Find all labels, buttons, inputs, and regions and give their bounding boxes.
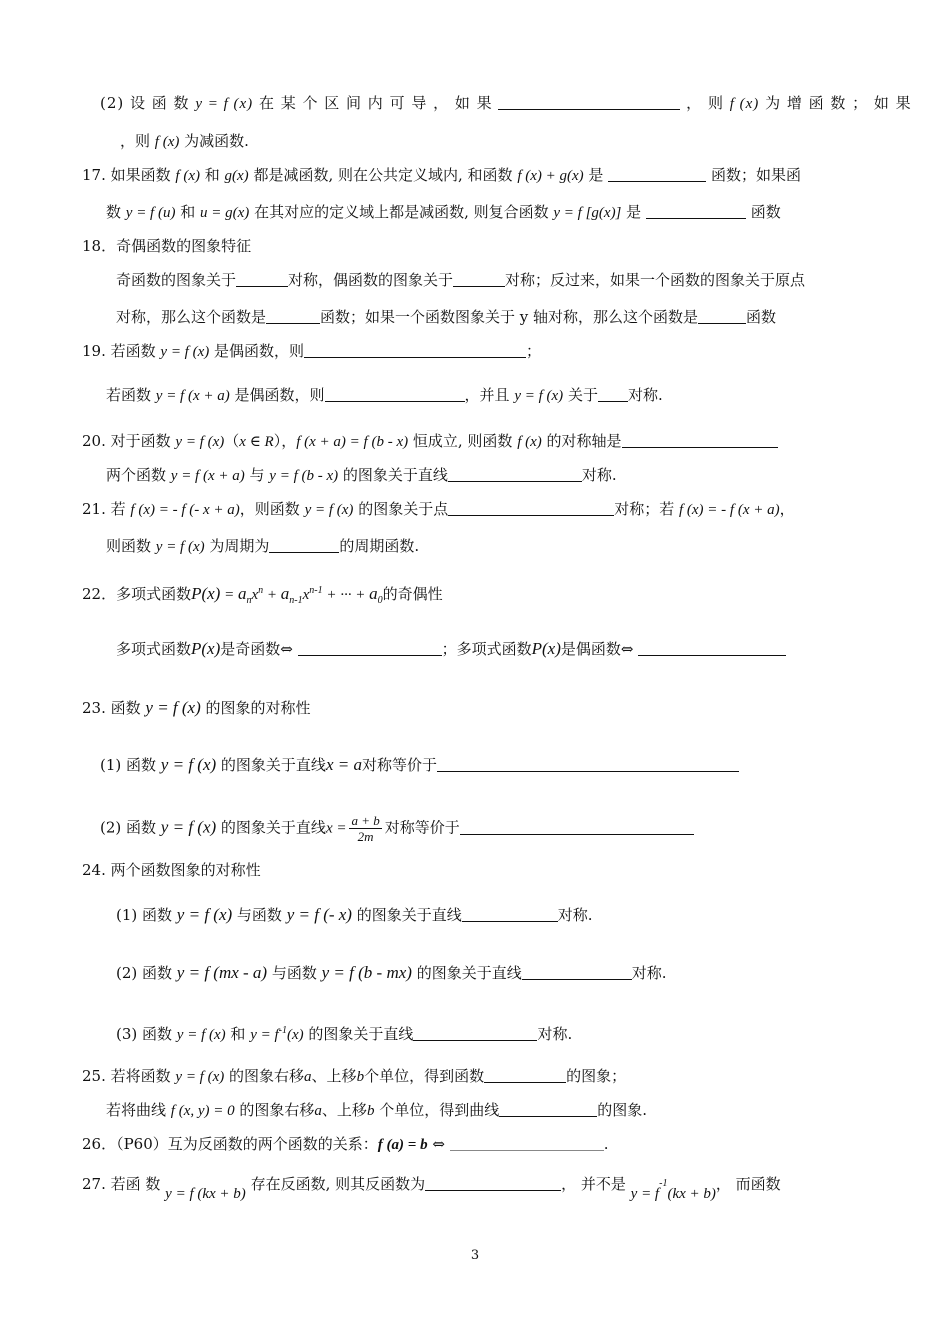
answer-blank[interactable] [448, 500, 614, 516]
text: 为减函数. [179, 132, 249, 150]
formula: y = f (x) [195, 96, 254, 112]
answer-blank[interactable] [448, 466, 582, 482]
superscript: n-1 [309, 585, 323, 596]
text: 23. 函数 [82, 699, 146, 717]
text: 函数；如果一个函数图象关于 y 轴对称，那么这个函数是 [320, 308, 699, 326]
item-20-line2 [106, 464, 617, 487]
answer-blank[interactable] [298, 640, 442, 656]
formula: y = f (x + a) [170, 468, 245, 484]
text: 、上移 [321, 1101, 367, 1119]
text: 20. 对于函数 [82, 432, 176, 450]
formula: f (x, y) = 0 [170, 1103, 235, 1119]
text: 对称. [581, 466, 617, 484]
text: 函数 [746, 308, 777, 326]
text: 对称. [631, 964, 667, 982]
formula: g(x) [224, 168, 249, 184]
text: 存在反函数, 则其反函数为 [245, 1175, 426, 1193]
text: 19. 若函数 [82, 342, 161, 360]
answer-blank[interactable] [484, 1067, 566, 1083]
formula: f (x) + g(x) [517, 168, 584, 184]
formula: y = f (x) [160, 817, 217, 837]
text: 对称；反过来，如果一个函数的图象关于原点 [505, 271, 806, 289]
text: 22．多项式函数 [82, 585, 192, 603]
text: 18．奇偶函数的图象特征 [82, 237, 252, 255]
item-18-line1 [116, 269, 805, 291]
text: 恒成立, 则函数 [408, 432, 518, 450]
formula: y = f (x) [155, 539, 205, 555]
formula: a [280, 584, 290, 603]
formula: a [304, 1069, 312, 1085]
formula: y = f (x) [176, 905, 233, 924]
item-21-line2 [106, 535, 419, 558]
item-20-line1 [82, 430, 778, 453]
text: 的图象. [597, 1101, 647, 1119]
text: ；多项式函数 [441, 640, 532, 658]
answer-blank[interactable] [325, 386, 465, 402]
text: （ [224, 432, 240, 450]
text: 对称，那么这个函数是 [116, 308, 267, 326]
text: 对称. [537, 1025, 573, 1043]
item-24-3 [116, 1020, 572, 1046]
text: (2) 函数 [116, 964, 177, 982]
formula: P(x) [191, 639, 221, 658]
text: 是奇函数⇔ [220, 640, 298, 658]
answer-blank[interactable] [598, 386, 628, 402]
text: 函数；如果函 [706, 166, 801, 184]
text: 、上移 [311, 1067, 357, 1085]
subscript: 0 [377, 595, 383, 606]
formula: y = f (x) [145, 698, 201, 717]
item-24-title [82, 859, 261, 881]
text: 的图象关于直线 [216, 818, 326, 837]
item-19-line2 [106, 384, 663, 407]
answer-blank[interactable] [462, 906, 558, 922]
formula: + [263, 587, 281, 603]
text: 在 某 个 区 间 内 可 导 ， 如 果 [253, 94, 499, 112]
text: 数 [106, 203, 126, 221]
formula: y = f (- x) [286, 905, 352, 924]
text: ， 而函数 [715, 1175, 781, 1193]
answer-blank[interactable] [453, 271, 505, 287]
text: 个单位，得到函数 [364, 1067, 485, 1085]
item-23-2 [100, 813, 694, 844]
formula: x ∈ R [239, 434, 274, 450]
text: 的图象关于点 [353, 500, 449, 518]
answer-blank[interactable] [498, 94, 680, 110]
answer-blank[interactable] [499, 1101, 597, 1117]
text: ）， [273, 432, 297, 450]
text: 是偶函数，则 [209, 342, 305, 360]
answer-blank[interactable] [460, 819, 694, 835]
fraction-denominator: 2m [357, 829, 374, 844]
formula: x [302, 587, 310, 603]
answer-blank[interactable] [622, 432, 778, 448]
item-22-title [82, 580, 443, 612]
text: 与 [244, 466, 270, 484]
text: 个单位，得到曲线 [374, 1101, 500, 1119]
formula: y = f (mx - a) [176, 963, 268, 982]
superscript: -1 [278, 1025, 287, 1036]
text: 为 增 函 数 ； 如 果 [759, 94, 912, 112]
formula: f (x) [175, 168, 200, 184]
text: 26．（P60）互为反函数的两个函数的关系： [82, 1135, 378, 1153]
superscript: n [258, 585, 264, 596]
answer-blank[interactable] [450, 1135, 604, 1151]
formula: y = f (b - mx) [321, 963, 412, 982]
formula: + ··· + [322, 587, 370, 603]
formula: a [314, 1103, 322, 1119]
text: 函数 [745, 203, 781, 221]
text: 在其对应的定义域上都是减函数, 则复合函数 [249, 203, 554, 221]
text: 对称；若 [614, 500, 679, 518]
answer-blank[interactable] [236, 271, 288, 287]
answer-blank[interactable] [413, 1025, 537, 1041]
formula: y = f (b - x) [269, 468, 339, 484]
answer-blank[interactable] [698, 308, 746, 324]
text: (3) 函数 [116, 1025, 177, 1043]
answer-blank[interactable] [646, 203, 746, 219]
formula: f (a) = b [377, 1137, 428, 1153]
item-17-line1 [82, 164, 801, 187]
item-24-1 [116, 904, 593, 926]
formula: y = f (x) [514, 388, 564, 404]
item-24-2 [116, 962, 667, 984]
formula: f (x) [729, 96, 760, 112]
formula: y = f (u) [125, 205, 176, 221]
text: 和 [225, 1025, 251, 1043]
text: 和 [175, 203, 201, 221]
formula: y = f (kx + b) [165, 1186, 246, 1202]
text: 与函数 [232, 906, 287, 924]
text: (2) 设 函 数 [100, 94, 196, 112]
text: 的图象； [566, 1067, 627, 1085]
formula: y = f [g(x)] [553, 205, 622, 221]
formula: y = f (x + a) [155, 388, 230, 404]
item-19-line1 [82, 340, 541, 363]
subscript: n [246, 595, 252, 606]
item-16-2-line2 [120, 130, 249, 153]
page-number: 3 [470, 1248, 480, 1263]
text: (1) 函数 [100, 756, 161, 774]
formula: b [356, 1069, 365, 1085]
text: 关于 [563, 386, 598, 404]
formula: f (x) = - f (- x + a) [130, 502, 240, 518]
subscript: n-1 [289, 595, 303, 606]
formula: y = f (x) [175, 434, 225, 450]
formula: (x) [287, 1027, 304, 1043]
formula: y = f (x) [176, 1027, 226, 1043]
text: 是 [621, 203, 646, 221]
text: (1) 函数 [116, 906, 177, 924]
text: 25. 若将函数 [82, 1067, 176, 1085]
formula: b [366, 1103, 375, 1119]
formula: f (x) [154, 134, 180, 150]
formula: (kx + b) [667, 1186, 716, 1202]
text: 的图象关于直线 [351, 906, 462, 924]
text: 的周期函数. [339, 537, 420, 555]
text: 是偶函数⇔ [560, 640, 639, 658]
text: ⇔ [427, 1135, 450, 1153]
text: 若函数 [106, 386, 156, 404]
text: 为周期为 [204, 537, 270, 555]
text: ， 并不是 [561, 1175, 631, 1193]
text: 若将曲线 [106, 1101, 171, 1119]
answer-blank[interactable] [266, 308, 320, 324]
text: 的奇偶性 [382, 585, 443, 603]
formula: y = f (x) [304, 502, 354, 518]
text: 对称等价于 [384, 818, 460, 837]
item-18-line2 [116, 306, 776, 328]
text: ； [526, 342, 542, 360]
item-21-line1 [82, 498, 795, 521]
formula: y = f [630, 1186, 660, 1202]
formula: y = f (x) [175, 1069, 225, 1085]
item-25-line2 [106, 1099, 647, 1122]
formula: y = f (x) [160, 344, 210, 360]
formula: x [251, 587, 259, 603]
fraction [349, 813, 381, 844]
text: 与函数 [267, 964, 322, 982]
text: 多项式函数 [116, 640, 192, 658]
superscript: -1 [659, 1178, 668, 1189]
item-23-1 [100, 754, 739, 776]
formula: y = f [250, 1027, 279, 1043]
text: 27. 若函 数 [82, 1175, 166, 1193]
text: 的对称轴是 [541, 432, 622, 450]
formula: P(x) [531, 639, 561, 658]
text: 对称等价于 [361, 756, 437, 774]
text: 是 [583, 166, 609, 184]
text: 奇函数的图象关于 [116, 271, 237, 289]
item-26 [82, 1133, 608, 1156]
answer-blank[interactable] [269, 537, 339, 553]
formula: u = g(x) [200, 205, 250, 221]
answer-blank[interactable] [437, 756, 739, 772]
formula: f (x) [517, 434, 542, 450]
answer-blank[interactable] [608, 166, 706, 182]
text: 的图象的对称性 [200, 699, 311, 717]
answer-blank[interactable] [304, 342, 526, 358]
text: 和 [199, 166, 225, 184]
text: 的图象关于直线 [303, 1025, 414, 1043]
text: 两个函数 [106, 466, 171, 484]
answer-blank[interactable] [425, 1175, 561, 1191]
formula: P(x) [191, 584, 221, 603]
text: 的图象右移 [234, 1101, 315, 1119]
item-22-line2 [116, 638, 786, 660]
formula: = [220, 587, 238, 603]
formula: y = f (x) [160, 755, 217, 774]
text: 则函数 [106, 537, 156, 555]
text: ，则函数 [239, 500, 305, 518]
formula: a [237, 584, 247, 603]
answer-blank[interactable] [638, 640, 786, 656]
text: 对称，偶函数的图象关于 [288, 271, 454, 289]
answer-blank[interactable] [522, 964, 632, 980]
text: 21. 若 [82, 500, 131, 518]
item-17-line2 [106, 201, 781, 224]
text: 对称. [557, 906, 593, 924]
text: 对称. [627, 386, 663, 404]
text: 的图象关于直线 [411, 964, 522, 982]
text: ， 则 [680, 94, 730, 112]
item-25-line1 [82, 1065, 626, 1088]
item-23-title [82, 697, 311, 719]
item-16-2-line1 [100, 92, 912, 115]
text: ，并且 [464, 386, 515, 404]
text: (2) 函数 [100, 818, 161, 837]
formula: f (x) = - f (x + a) [678, 502, 780, 518]
text: 的图象关于直线 [338, 466, 448, 484]
fraction-numerator: a + b [351, 813, 380, 828]
item-27 [82, 1170, 781, 1202]
formula: x = [325, 820, 347, 837]
text: 17. 如果函数 [82, 166, 176, 184]
formula: x = a [325, 755, 362, 774]
text: . [603, 1135, 609, 1153]
formula: f (x + a) = f (b - x) [296, 434, 409, 450]
text: 是偶函数，则 [229, 386, 325, 404]
text: 的图象关于直线 [216, 756, 326, 774]
text: 都是减函数, 则在公共定义域内, 和函数 [248, 166, 518, 184]
text: ，则 [120, 132, 155, 150]
item-18-title [82, 235, 251, 257]
formula: a [369, 584, 378, 603]
text: 24. 两个函数图象的对称性 [82, 861, 261, 879]
text: ， [779, 500, 795, 518]
text: 的图象右移 [224, 1067, 305, 1085]
